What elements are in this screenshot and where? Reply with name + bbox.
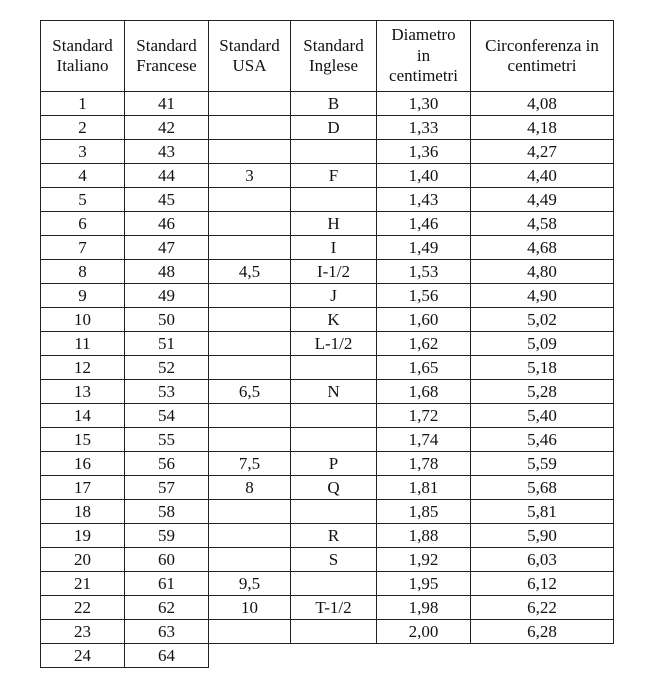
cell-diametro: 1,85 <box>377 500 471 524</box>
cell-francese: 57 <box>125 476 209 500</box>
cell-diametro: 1,43 <box>377 188 471 212</box>
table-row <box>41 428 614 452</box>
cell-italiano: 9 <box>41 284 125 308</box>
cell-diametro: 1,72 <box>377 404 471 428</box>
cell-diametro: 1,30 <box>377 92 471 116</box>
cell-francese: 43 <box>125 140 209 164</box>
cell-usa: 7,5 <box>209 452 291 476</box>
cell-francese: 52 <box>125 356 209 380</box>
cell-diametro: 1,98 <box>377 596 471 620</box>
table-row <box>41 116 614 140</box>
cell-italiano: 24 <box>41 644 125 668</box>
table-row <box>41 572 614 596</box>
cell-diametro: 1,92 <box>377 548 471 572</box>
cell-circonferenza: 4,90 <box>471 284 614 308</box>
cell-diametro: 1,62 <box>377 332 471 356</box>
cell-italiano: 12 <box>41 356 125 380</box>
table-row <box>41 380 614 404</box>
cell-italiano: 8 <box>41 260 125 284</box>
cell-usa <box>209 116 291 140</box>
cell-circonferenza: 4,80 <box>471 260 614 284</box>
header-diametro: Diametro in centimetri <box>377 21 471 92</box>
table-row <box>41 452 614 476</box>
cell-diametro: 1,36 <box>377 140 471 164</box>
header-standard-francese: Standard Francese <box>125 21 209 92</box>
cell-inglese: D <box>291 116 377 140</box>
cell-francese: 63 <box>125 620 209 644</box>
cell-usa <box>209 332 291 356</box>
cell-circonferenza: 6,03 <box>471 548 614 572</box>
cell-inglese: S <box>291 548 377 572</box>
cell-italiano: 17 <box>41 476 125 500</box>
table-row <box>41 332 614 356</box>
cell-inglese: R <box>291 524 377 548</box>
cell-usa: 4,5 <box>209 260 291 284</box>
header-row <box>41 21 614 92</box>
cell-italiano: 16 <box>41 452 125 476</box>
cell-inglese: Q <box>291 476 377 500</box>
cell-inglese <box>291 620 377 644</box>
header-standard-italiano: Standard Italiano <box>41 21 125 92</box>
cell-diametro: 1,33 <box>377 116 471 140</box>
cell-diametro: 1,56 <box>377 284 471 308</box>
cell-francese: 59 <box>125 524 209 548</box>
cell-usa <box>209 428 291 452</box>
table-row <box>41 284 614 308</box>
table-row <box>41 596 614 620</box>
cell-francese: 50 <box>125 308 209 332</box>
cell-francese: 47 <box>125 236 209 260</box>
cell-francese: 64 <box>125 644 209 668</box>
cell-circonferenza: 6,22 <box>471 596 614 620</box>
cell-francese: 60 <box>125 548 209 572</box>
table-row <box>41 548 614 572</box>
cell-circonferenza: 5,59 <box>471 452 614 476</box>
cell-circonferenza: 4,49 <box>471 188 614 212</box>
table-row <box>41 308 614 332</box>
cell-usa <box>209 308 291 332</box>
cell-italiano: 14 <box>41 404 125 428</box>
cell-francese: 55 <box>125 428 209 452</box>
cell-inglese: J <box>291 284 377 308</box>
cell-inglese <box>291 140 377 164</box>
cell-inglese <box>291 500 377 524</box>
cell-diametro: 1,49 <box>377 236 471 260</box>
cell-italiano: 22 <box>41 596 125 620</box>
table-row <box>41 236 614 260</box>
cell-diametro: 1,81 <box>377 476 471 500</box>
cell-francese: 58 <box>125 500 209 524</box>
cell-circonferenza: 5,46 <box>471 428 614 452</box>
cell-circonferenza: 5,90 <box>471 524 614 548</box>
cell-usa <box>209 500 291 524</box>
cell-francese: 62 <box>125 596 209 620</box>
cell-usa <box>209 92 291 116</box>
cell-inglese: F <box>291 164 377 188</box>
cell-italiano: 10 <box>41 308 125 332</box>
cell-italiano: 4 <box>41 164 125 188</box>
cell-usa <box>209 356 291 380</box>
cell-inglese: H <box>291 212 377 236</box>
cell-diametro: 1,60 <box>377 308 471 332</box>
table-row <box>41 164 614 188</box>
cell-italiano: 5 <box>41 188 125 212</box>
cell-inglese <box>291 428 377 452</box>
empty-cell <box>377 644 471 668</box>
table-row <box>41 644 614 668</box>
cell-usa <box>209 212 291 236</box>
table-row <box>41 404 614 428</box>
cell-circonferenza: 5,02 <box>471 308 614 332</box>
cell-francese: 48 <box>125 260 209 284</box>
cell-francese: 51 <box>125 332 209 356</box>
cell-italiano: 18 <box>41 500 125 524</box>
cell-italiano: 19 <box>41 524 125 548</box>
cell-circonferenza: 4,40 <box>471 164 614 188</box>
cell-diametro: 1,68 <box>377 380 471 404</box>
table-body <box>41 92 614 668</box>
table-row <box>41 356 614 380</box>
cell-usa: 8 <box>209 476 291 500</box>
cell-italiano: 15 <box>41 428 125 452</box>
cell-francese: 53 <box>125 380 209 404</box>
cell-usa: 10 <box>209 596 291 620</box>
cell-inglese: P <box>291 452 377 476</box>
table-row <box>41 140 614 164</box>
cell-usa <box>209 236 291 260</box>
cell-usa <box>209 404 291 428</box>
table-row <box>41 500 614 524</box>
cell-inglese: L-1/2 <box>291 332 377 356</box>
header-circonferenza: Circonferenza in centimetri <box>471 21 614 92</box>
cell-inglese: N <box>291 380 377 404</box>
cell-circonferenza: 5,81 <box>471 500 614 524</box>
cell-usa <box>209 548 291 572</box>
cell-italiano: 1 <box>41 92 125 116</box>
cell-italiano: 23 <box>41 620 125 644</box>
empty-cell <box>471 644 614 668</box>
table-row <box>41 212 614 236</box>
table-row <box>41 476 614 500</box>
cell-circonferenza: 4,68 <box>471 236 614 260</box>
table-row <box>41 188 614 212</box>
table-row <box>41 524 614 548</box>
cell-francese: 46 <box>125 212 209 236</box>
cell-diametro: 1,65 <box>377 356 471 380</box>
cell-francese: 45 <box>125 188 209 212</box>
cell-usa: 6,5 <box>209 380 291 404</box>
cell-circonferenza: 5,09 <box>471 332 614 356</box>
cell-usa: 3 <box>209 164 291 188</box>
cell-italiano: 13 <box>41 380 125 404</box>
cell-italiano: 3 <box>41 140 125 164</box>
cell-francese: 41 <box>125 92 209 116</box>
cell-italiano: 20 <box>41 548 125 572</box>
cell-francese: 42 <box>125 116 209 140</box>
cell-diametro: 1,74 <box>377 428 471 452</box>
cell-inglese <box>291 356 377 380</box>
cell-diametro: 1,40 <box>377 164 471 188</box>
cell-italiano: 7 <box>41 236 125 260</box>
cell-usa <box>209 524 291 548</box>
cell-inglese: B <box>291 92 377 116</box>
cell-usa: 9,5 <box>209 572 291 596</box>
header-standard-inglese: Standard Inglese <box>291 21 377 92</box>
cell-inglese: I <box>291 236 377 260</box>
cell-francese: 44 <box>125 164 209 188</box>
cell-circonferenza: 4,27 <box>471 140 614 164</box>
ring-size-table <box>40 20 614 668</box>
cell-usa <box>209 140 291 164</box>
cell-diametro: 1,95 <box>377 572 471 596</box>
cell-circonferenza: 6,12 <box>471 572 614 596</box>
cell-circonferenza: 6,28 <box>471 620 614 644</box>
cell-circonferenza: 5,40 <box>471 404 614 428</box>
cell-inglese <box>291 572 377 596</box>
cell-circonferenza: 5,68 <box>471 476 614 500</box>
cell-italiano: 2 <box>41 116 125 140</box>
cell-circonferenza: 5,28 <box>471 380 614 404</box>
cell-circonferenza: 4,18 <box>471 116 614 140</box>
table-row <box>41 92 614 116</box>
cell-inglese: T-1/2 <box>291 596 377 620</box>
cell-italiano: 11 <box>41 332 125 356</box>
cell-diametro: 1,46 <box>377 212 471 236</box>
cell-diametro: 1,78 <box>377 452 471 476</box>
empty-cell <box>291 644 377 668</box>
cell-francese: 49 <box>125 284 209 308</box>
table-row <box>41 260 614 284</box>
cell-italiano: 21 <box>41 572 125 596</box>
empty-cell <box>209 644 291 668</box>
cell-inglese <box>291 188 377 212</box>
cell-circonferenza: 4,58 <box>471 212 614 236</box>
cell-francese: 56 <box>125 452 209 476</box>
header-standard-usa: Standard USA <box>209 21 291 92</box>
cell-inglese: K <box>291 308 377 332</box>
cell-inglese <box>291 404 377 428</box>
cell-circonferenza: 5,18 <box>471 356 614 380</box>
cell-usa <box>209 284 291 308</box>
cell-italiano: 6 <box>41 212 125 236</box>
cell-inglese: I-1/2 <box>291 260 377 284</box>
cell-francese: 61 <box>125 572 209 596</box>
cell-francese: 54 <box>125 404 209 428</box>
cell-usa <box>209 188 291 212</box>
cell-diametro: 1,53 <box>377 260 471 284</box>
table-row <box>41 620 614 644</box>
cell-diametro: 1,88 <box>377 524 471 548</box>
cell-diametro: 2,00 <box>377 620 471 644</box>
cell-usa <box>209 620 291 644</box>
cell-circonferenza: 4,08 <box>471 92 614 116</box>
